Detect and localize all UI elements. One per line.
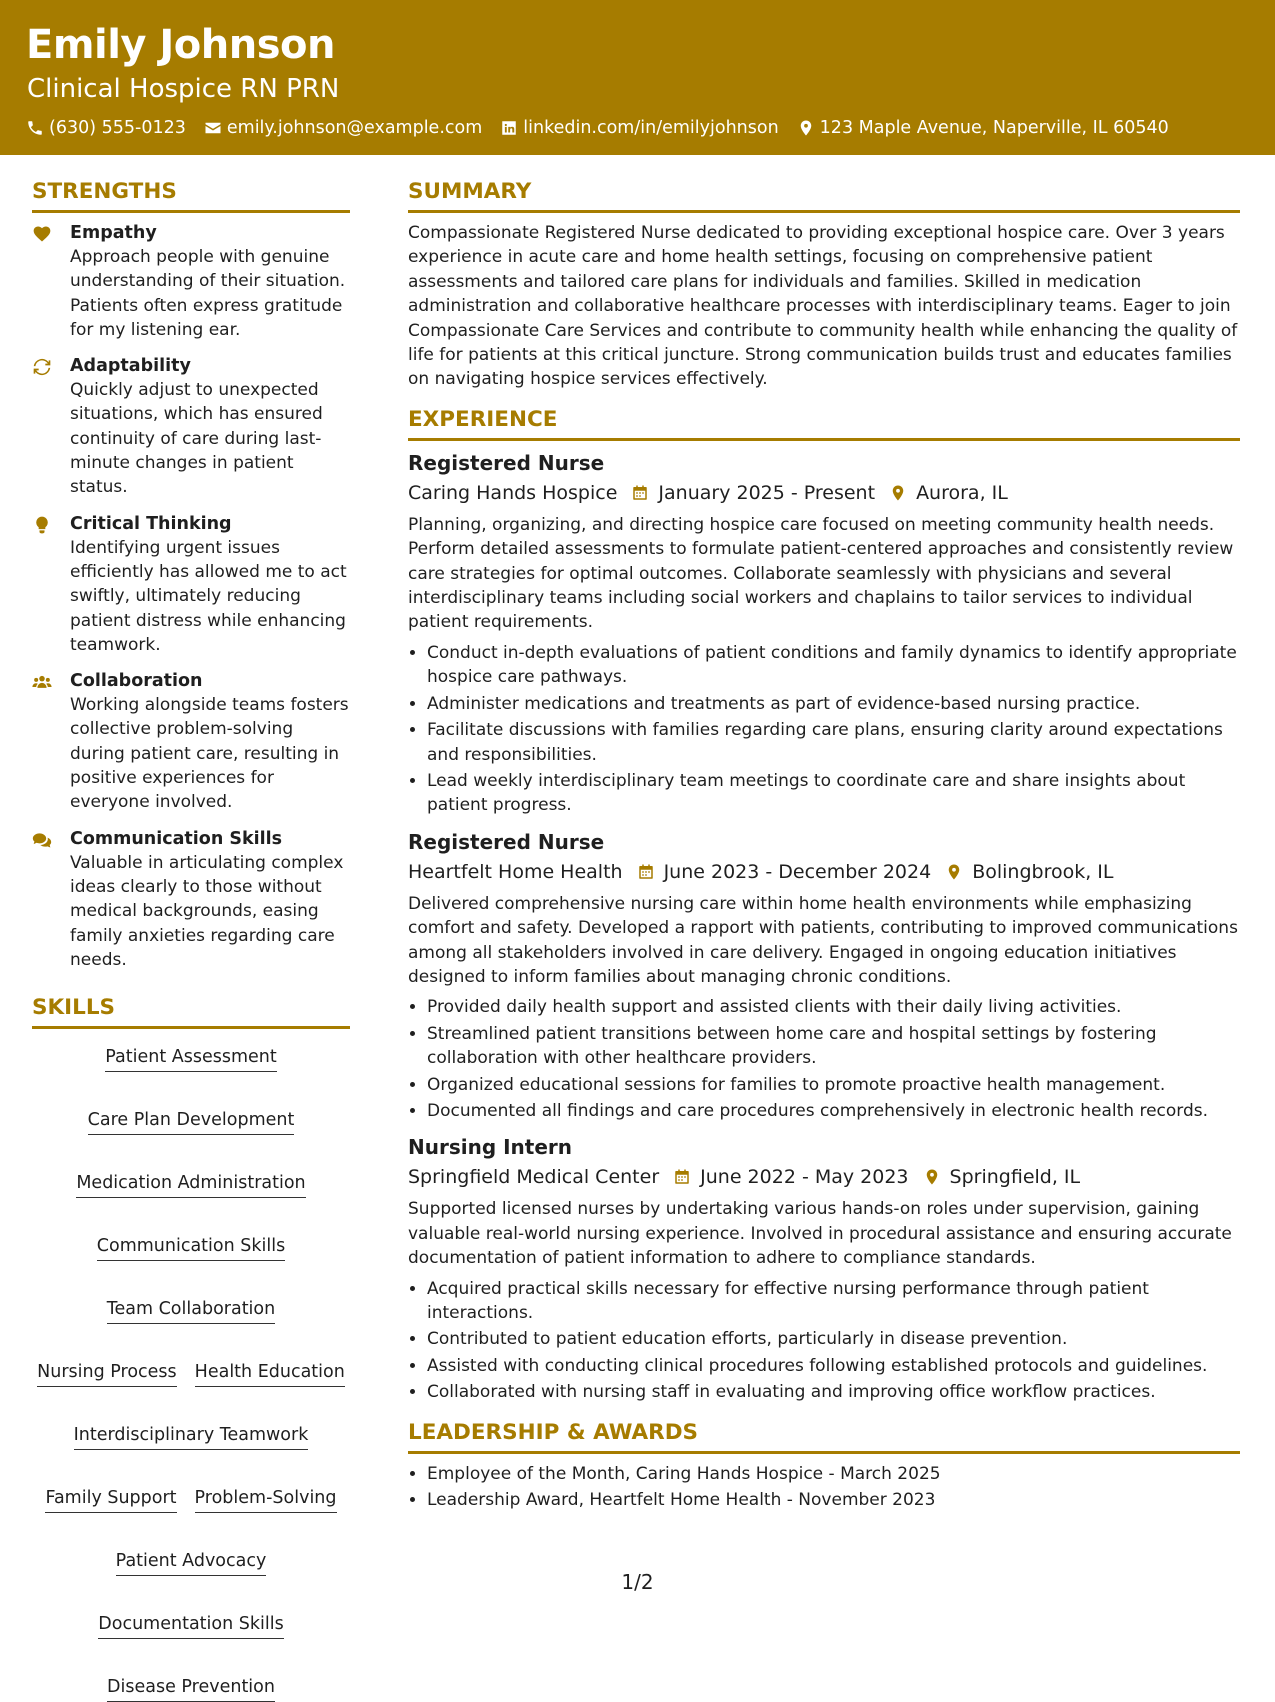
contact-phone <box>26 117 186 139</box>
skill-tag: Documentation Skills <box>98 1612 283 1639</box>
job-bullet: • Organized educational sessions for families to promote proactive health management. <box>427 1073 1240 1097</box>
strength-desc: Approach people with genuine understanding of their situation. Patients often express gratitude for my listening ear. <box>70 247 346 340</box>
job-entry <box>408 828 1240 1124</box>
comments-icon <box>32 830 52 850</box>
job-bullet: • Lead weekly interdisciplinary team meetings to coordinate care and share insights about patient progress. <box>427 769 1240 818</box>
skill-tag: Health Education <box>195 1360 345 1387</box>
skill-tag: Communication Skills <box>97 1234 285 1261</box>
map-marker-icon <box>923 1168 941 1186</box>
skill-tag: Patient Assessment <box>105 1045 276 1072</box>
award-item: • Leadership Award, Heartfelt Home Health - November 2023 <box>427 1488 1240 1512</box>
job-bullet: • Acquired practical skills necessary for effective nursing performance through patient interactions. <box>427 1277 1240 1326</box>
job-bullet: • Documented all findings and care procedures comprehensively in electronic health records. <box>427 1099 1240 1123</box>
contact-bar <box>26 117 1169 139</box>
address-text: 123 Maple Avenue, Naperville, IL 60540 <box>819 118 1169 138</box>
job-dates: June 2023 - December 2024 <box>663 860 932 883</box>
calendar-icon <box>673 1168 691 1186</box>
strength-title: Empathy <box>70 223 157 243</box>
strength-item <box>32 669 350 814</box>
strength-desc: Working alongside teams fosters collective problem-solving during patient care, resulting in positive experiences for everyone involved. <box>70 695 349 813</box>
skill-tag: Medication Administration <box>76 1171 305 1198</box>
left-column <box>32 178 350 1702</box>
skill-tag: Interdisciplinary Teamwork <box>74 1423 309 1450</box>
right-column <box>408 178 1240 1514</box>
experience-heading: EXPERIENCE <box>408 406 1240 441</box>
refresh-icon <box>32 357 52 377</box>
job-meta <box>408 479 1240 507</box>
job-bullets <box>408 1277 1240 1405</box>
job-bullets <box>408 641 1240 818</box>
phone-text: (630) 555-0123 <box>49 118 186 138</box>
calendar-icon <box>637 863 655 881</box>
job-bullet: • Administer medications and treatments as part of evidence-based nursing practice. <box>427 692 1240 716</box>
job-bullet: • Conduct in-depth evaluations of patient conditions and family dynamics to identify appropriate hospice care pathways. <box>427 641 1240 690</box>
job-location: Springfield, IL <box>949 1166 1081 1189</box>
awards-heading: LEADERSHIP & AWARDS <box>408 1419 1240 1454</box>
skill-tag: Care Plan Development <box>88 1108 295 1135</box>
job-title: Nursing Intern <box>408 1135 573 1160</box>
job-description: Supported licensed nurses by undertaking various hands-on roles under supervision, gaining valuable real-world nursing experience. Involved in procedural assistance and ensuring accurate documentation of patient information to adhere to compliance standards. <box>408 1199 1232 1269</box>
job-meta <box>408 858 1240 886</box>
summary-heading: SUMMARY <box>408 178 1240 213</box>
job-bullet: • Facilitate discussions with families regarding care plans, ensuring clarity around expectations and responsibilities. <box>427 718 1240 767</box>
envelope-icon <box>204 119 222 137</box>
job-location: Aurora, IL <box>916 481 1008 504</box>
map-marker-icon <box>945 863 963 881</box>
job-bullet: • Provided daily health support and assisted clients with their daily living activities. <box>427 995 1240 1019</box>
heart-icon <box>32 224 52 244</box>
job-title: Registered Nurse <box>408 829 605 854</box>
contact-address <box>797 117 1169 139</box>
strength-desc: Valuable in articulating complex ideas clearly to those without medical backgrounds, easing family anxieties regarding care needs. <box>70 852 344 970</box>
job-description: Planning, organizing, and directing hospice care focused on meeting community health needs. Perform detailed assessments to formulate patient-centered approaches and consistently review care strategies for optimal outcomes. Collaborate seamlessly with physicians and several interdisciplinary teams including social workers and chaplains to tailor services to individual patient requirements. <box>408 514 1234 633</box>
job-company: Heartfelt Home Health <box>408 860 623 883</box>
candidate-role: Clinical Hospice RN PRN <box>27 74 340 104</box>
contact-linkedin[interactable] <box>500 117 778 139</box>
lightbulb-icon <box>32 515 52 535</box>
linkedin-text[interactable]: linkedin.com/in/emilyjohnson <box>523 118 779 138</box>
linkedin-icon <box>500 119 518 137</box>
map-marker-icon <box>797 119 815 137</box>
job-bullet: • Collaborated with nursing staff in evaluating and improving office workflow practices. <box>427 1380 1240 1404</box>
job-bullet: • Streamlined patient transitions between home care and hospital settings by fostering collaboration with other healthcare providers. <box>427 1022 1240 1071</box>
strength-desc: Quickly adjust to unexpected situations, which has ensured continuity of care during last-minute changes in patient status. <box>70 380 323 498</box>
summary-text: Compassionate Registered Nurse dedicated to providing exceptional hospice care. Over 3 years experience in acute care and home health settings, focusing on comprehensive patient assessments and tailored care plans for individuals and families. Skilled in medication administration and collaborative healthcare processes with interdisciplinary teams. Eager to join Compassionate Care Services and contribute to community health while enhancing the quality of life for patients at this critical juncture. Strong communication builds trust and educates families on navigating hospice services effectively. <box>408 223 1238 390</box>
strength-desc: Identifying urgent issues efficiently has allowed me to act swiftly, ultimately reducing patient distress while enhancing teamwork. <box>70 537 347 655</box>
skills-list <box>32 1037 350 1702</box>
job-entry <box>408 1133 1240 1404</box>
map-marker-icon <box>889 484 907 502</box>
skill-tag: Disease Prevention <box>107 1675 275 1702</box>
job-meta <box>408 1163 1240 1191</box>
resume-header <box>0 0 1275 155</box>
job-location: Bolingbrook, IL <box>972 860 1114 883</box>
skill-tag: Problem-Solving <box>195 1486 337 1513</box>
users-icon <box>32 672 52 692</box>
job-bullet: • Contributed to patient education efforts, particularly in disease prevention. <box>427 1327 1240 1351</box>
contact-email[interactable] <box>204 117 482 139</box>
awards-list <box>408 1462 1240 1513</box>
strength-item <box>32 512 350 657</box>
job-description: Delivered comprehensive nursing care within home health environments while emphasizing comfort and safety. Developed a rapport with patients, contributing to improved communications among all stakeholders involved in care delivery. Engaged in ongoing education initiatives designed to inform families about managing chronic conditions. <box>408 893 1238 987</box>
skill-tag: Family Support <box>45 1486 176 1513</box>
strength-item <box>32 827 350 972</box>
strengths-heading: STRENGTHS <box>32 178 350 213</box>
skill-tag: Patient Advocacy <box>116 1549 267 1576</box>
strength-title: Critical Thinking <box>70 513 232 534</box>
job-title: Registered Nurse <box>408 450 605 475</box>
page-number: 1/2 <box>621 1570 654 1594</box>
strength-item <box>32 354 350 499</box>
award-item: • Employee of the Month, Caring Hands Hospice - March 2025 <box>427 1462 1240 1486</box>
job-bullet: • Assisted with conducting clinical procedures following established protocols and guidelines. <box>427 1354 1240 1378</box>
skill-tag: Nursing Process <box>37 1360 177 1387</box>
job-company: Caring Hands Hospice <box>408 481 618 504</box>
job-company: Springfield Medical Center <box>408 1166 660 1189</box>
strength-title: Adaptability <box>70 356 191 377</box>
strength-item <box>32 221 350 342</box>
skills-heading: SKILLS <box>32 994 350 1029</box>
strength-title: Collaboration <box>70 671 203 692</box>
job-dates: January 2025 - Present <box>658 481 876 504</box>
phone-icon <box>26 119 44 137</box>
candidate-name: Emily Johnson <box>26 22 336 68</box>
email-text[interactable]: emily.johnson@example.com <box>226 118 483 138</box>
job-dates: June 2022 - May 2023 <box>700 1166 909 1189</box>
strength-title: Communication Skills <box>70 828 283 849</box>
job-entry <box>408 449 1240 818</box>
skill-tag: Team Collaboration <box>107 1297 275 1324</box>
job-bullets <box>408 995 1240 1123</box>
calendar-icon <box>631 484 649 502</box>
